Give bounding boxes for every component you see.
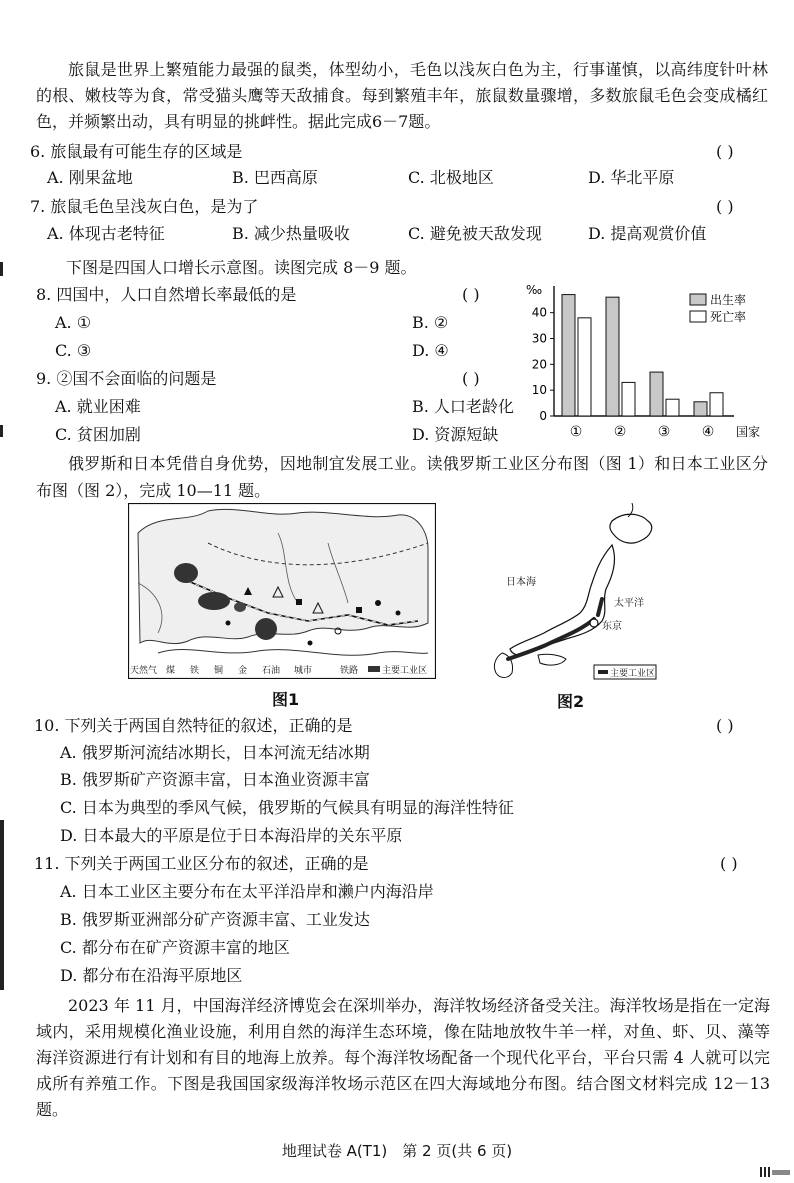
option-9c[interactable]: C. 贫困加剧 [55,425,141,444]
y-axis-unit: ‰ [526,283,543,297]
watermark-mark [772,1170,790,1175]
option-8c[interactable]: C. ③ [55,341,92,360]
y-tick-label: 10 [531,383,547,398]
option-6c[interactable]: C. 北极地区 [408,168,494,187]
x-tick-label: ③ [657,424,671,440]
legend-swatch-birth [690,294,706,305]
qr-code-icon [760,1167,770,1177]
answer-bracket[interactable]: ( ) [716,716,734,735]
option-6d[interactable]: D. 华北平原 [588,168,675,187]
figure-2-caption: 图2 [557,692,585,711]
question-11-stem: 11. 下列关于两国工业区分布的叙述，正确的是 [34,854,369,873]
fig1-legend-city: 城市 [294,666,313,676]
x-tick-label: ② [613,424,627,440]
option-6b[interactable]: B. 巴西高原 [232,168,318,187]
question-9-stem: 9. ②国不会面临的问题是 [36,369,217,388]
bar-birth-rate [562,295,575,416]
answer-bracket[interactable]: ( ) [720,854,738,873]
option-11a[interactable]: A. 日本工业区主要分布在太平洋沿岸和濑户内海沿岸 [60,882,434,901]
option-9a[interactable]: A. 就业困难 [55,397,141,416]
russia-industrial-map [128,503,436,679]
option-7d[interactable]: D. 提高观赏价值 [588,224,707,243]
legend-label-death: 死亡率 [710,310,747,324]
fig2-label-city: 东京 [602,621,622,632]
scan-edge-mark [0,820,4,990]
option-10d[interactable]: D. 日本最大的平原是位于日本海沿岸的关东平原 [60,826,403,845]
question-10-stem: 10. 下列关于两国自然特征的叙述，正确的是 [34,716,353,735]
fig1-legend-industrial-zone: 主要工业区 [382,666,428,676]
bar-death-rate [578,318,591,416]
fig1-legend-gold: 金 [238,666,248,676]
scan-edge-mark [0,262,3,276]
bar-death-rate [710,393,723,416]
option-11d[interactable]: D. 都分布在沿海平原地区 [60,966,243,985]
option-10b[interactable]: B. 俄罗斯矿产资源丰富，日本渔业资源丰富 [60,770,370,789]
fig1-legend-copper: 铜 [214,666,224,676]
fig1-legend-railway: 铁路 [340,666,359,676]
intro-paragraph-6-7: 旅鼠是世界上繁殖能力最强的鼠类，体型幼小，毛色以浅灰白色为主，行事谨慎，以高纬度针叶林的根、嫩枝等为食，常受猫头鹰等天敌捕食。每到繁殖丰年，旅鼠数量骤增，多数旅鼠毛色会变成橘红色，并频繁出动，具有明显的挑衅性。据此完成6－7题。 [36,60,768,131]
option-7a[interactable]: A. 体现古老特征 [47,224,165,243]
fig1-legend-oil: 石油 [262,666,281,676]
intro-paragraph-12-13: 2023 年 11 月，中国海洋经济博览会在深圳举办，海洋牧场经济备受关注。海洋牧场是指在一定海域内，采用规模化渔业设施，利用自然的海洋生态环境，像在陆地放牧牛羊一样，对鱼、虾、贝、藻等海洋资源进行有计划和有目的地海上放养。每个海洋牧场配备一个现代化平台，平台只需 4 人就可以完成所有养殖工作。下图是我国国家级海洋牧场示范区在四大海域地分布图。结合图文材料完成 12－13 题。 [36,996,770,1119]
fig2-legend: 主要工业区 [610,669,656,679]
option-10a[interactable]: A. 俄罗斯河流结冰期长，日本河流无结冰期 [60,743,370,762]
question-8-stem: 8. 四国中，人口自然增长率最低的是 [36,285,297,304]
bar-death-rate [666,399,679,416]
fig2-label-sea: 日本海 [506,577,536,588]
fig1-legend-gas: 天然气 [130,666,158,676]
fig1-legend-coal: 煤 [166,666,176,676]
x-axis-label: 国家 [736,425,761,439]
legend-label-birth: 出生率 [710,293,747,307]
y-tick-label: 20 [531,357,547,372]
answer-bracket[interactable]: ( ) [716,197,734,216]
option-6a[interactable]: A. 刚果盆地 [47,168,133,187]
japan-industrial-map [462,503,666,683]
answer-bracket[interactable]: ( ) [462,369,480,388]
page-footer: 地理试卷 A(T1) 第 2 页(共 6 页) [281,1142,513,1160]
answer-bracket[interactable]: ( ) [716,142,734,161]
population-growth-chart [520,280,782,448]
bar-birth-rate [694,402,707,416]
intro-8-9: 下图是四国人口增长示意图。读图完成 8－9 题。 [66,258,417,277]
bar-death-rate [622,382,635,416]
option-9b[interactable]: B. 人口老龄化 [412,397,514,416]
y-tick-label: 0 [539,409,547,423]
x-tick-label: ① [569,424,583,440]
question-7-stem: 7. 旅鼠毛色呈浅灰白色，是为了 [30,197,259,216]
question-6-stem: 6. 旅鼠最有可能生存的区域是 [30,142,243,161]
fig2-label-ocean: 太平洋 [614,598,644,609]
option-11b[interactable]: B. 俄罗斯亚洲部分矿产资源丰富、工业发达 [60,910,370,929]
legend-swatch-death [690,311,706,322]
option-8b[interactable]: B. ② [412,313,449,332]
option-10c[interactable]: C. 日本为典型的季风气候，俄罗斯的气候具有明显的海洋性特征 [60,798,514,817]
answer-bracket[interactable]: ( ) [462,285,480,304]
option-7c[interactable]: C. 避免被天敌发现 [408,224,542,243]
fig1-legend-iron: 铁 [190,666,200,676]
intro-paragraph-10-11: 俄罗斯和日本凭借自身优势，因地制宜发展工业。读俄罗斯工业区分布图（图 1）和日本工业区分布图（图 2），完成 10—11 题。 [36,454,768,500]
bar-birth-rate [650,372,663,416]
bar-birth-rate [606,297,619,416]
x-tick-label: ④ [701,424,715,440]
option-8d[interactable]: D. ④ [412,341,449,360]
option-9d[interactable]: D. 资源短缺 [412,425,499,444]
figure-1-caption: 图1 [272,690,300,709]
scan-edge-mark [0,425,3,437]
option-7b[interactable]: B. 减少热量吸收 [232,224,350,243]
option-8a[interactable]: A. ① [55,313,92,332]
option-11c[interactable]: C. 都分布在矿产资源丰富的地区 [60,938,290,957]
y-tick-label: 30 [531,331,547,346]
y-tick-label: 40 [531,305,547,320]
